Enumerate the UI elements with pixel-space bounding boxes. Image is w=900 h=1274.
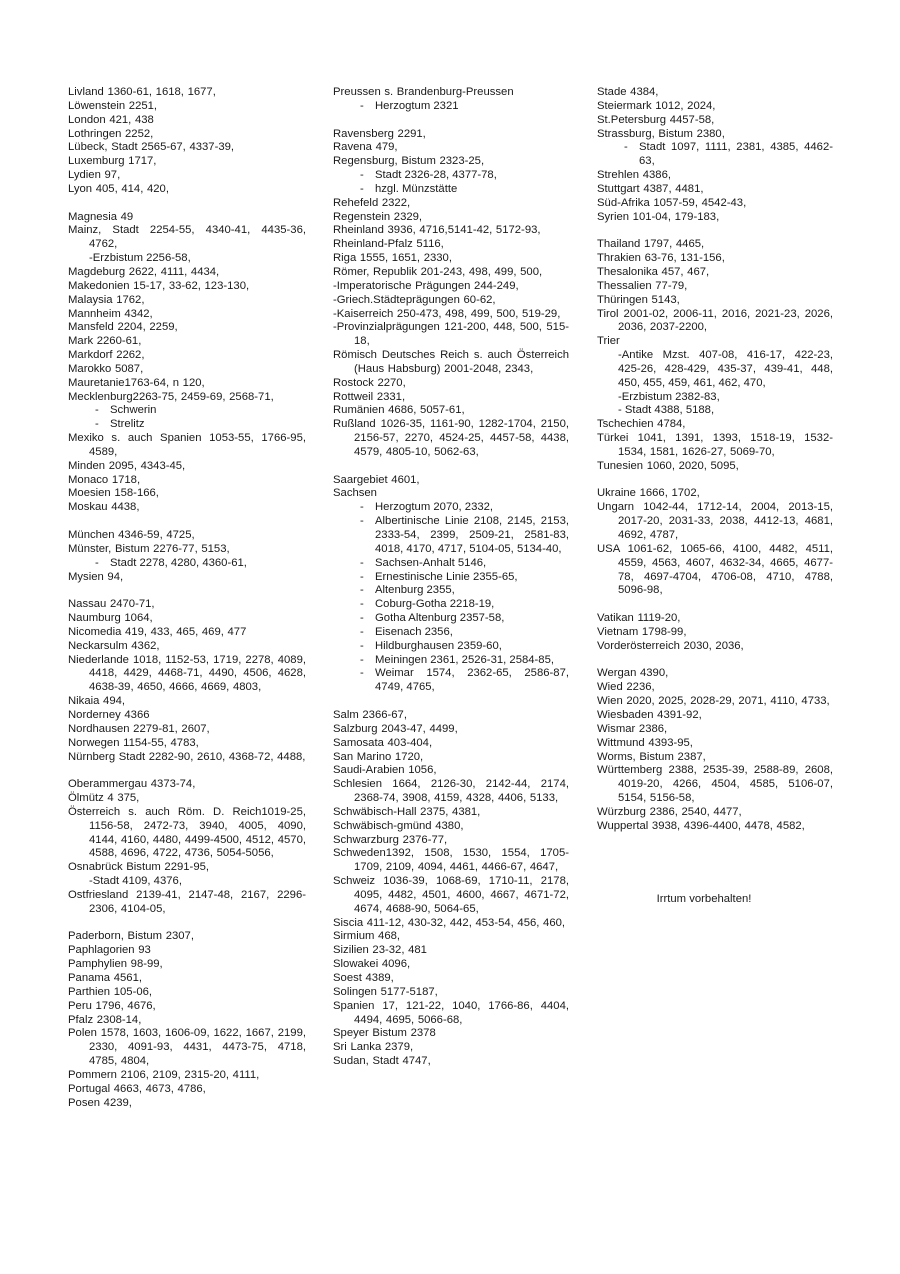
entry-spacer (68, 197, 306, 211)
index-entry: Stade 4384, (597, 86, 659, 98)
index-entry: Wien 2020, 2025, 2028-29, 2071, 4110, 4733, (597, 695, 830, 708)
index-entry: St.Petersburg 4457-58, (597, 113, 715, 126)
index-entry: Türkei 1041, 1391, 1393, 1518-19, 1532-1534, 1581, 1626-27, 5069-70, (597, 432, 833, 458)
index-entry: Rußland 1026-35, 1161-90, 1282-1704, 2150, 2156-57, 2270, 4524-25, 4457-58, 4438, 4579, 4805-10, 5062-63, (333, 418, 569, 458)
index-entry: Tirol 2001-02, 2006-11, 2016, 2021-23, 2026, 2036, 2037-2200, (597, 307, 833, 334)
index-entry: Sudan, Stadt 4747, (333, 1055, 431, 1068)
index-entry: Pamphylien 98-99, (68, 958, 163, 971)
index-entry: Norwegen 1154-55, 4783, (68, 736, 199, 749)
index-entry: Preussen s. Brandenburg-Preussen (333, 86, 514, 98)
index-entry: Tschechien 4784, (597, 418, 686, 431)
index-entry: Spanien 17, 121-22, 1040, 1766-86, 4404, 4494, 4695, 5066-68, (333, 999, 569, 1026)
index-entry: Wismar 2386, (597, 722, 668, 735)
index-entry: Neckarsulm 4362, (68, 639, 160, 652)
index-entry: Ungarn 1042-44, 1712-14, 2004, 2013-15, 2017-20, 2031-33, 2038, 4412-13, 4681, 4692, 4787, (597, 501, 833, 541)
index-entry: Malaysia 1762, (68, 293, 145, 306)
index-subentry: - Stadt 2326-28, 4377-78, (333, 169, 569, 183)
index-entry: Nicomedia 419, 433, 465, 469, 477 (68, 625, 247, 638)
entry-spacer (68, 584, 306, 598)
index-entry: Markdorf 2262, (68, 349, 145, 362)
index-entry: Löwenstein 2251, (68, 99, 158, 112)
index-entry: Sirmium 468, (333, 930, 401, 943)
index-subentry: - Herzogtum 2070, 2332, (333, 501, 569, 515)
index-column-1 (68, 86, 306, 1110)
index-subentry: - Weimar 1574, 2362-65, 2586-87, 4749, 4765, (333, 667, 569, 695)
index-entry: Mannheim 4342, (68, 307, 153, 320)
index-entry: Schwäbisch-gmünd 4380, (333, 819, 464, 832)
index-entry: Münster, Bistum 2276-77, 5153, (68, 542, 230, 555)
index-entry: Oberammergau 4373-74, (68, 778, 196, 791)
index-entry: Schwäbisch-Hall 2375, 4381, (333, 805, 481, 818)
index-entry: Lydien 97, (68, 169, 121, 182)
index-entry: Paphlagorien 93 (68, 944, 151, 957)
index-entry: Moesien 158-166, (68, 487, 159, 500)
index-entry: Wuppertal 3938, 4396-4400, 4478, 4582, (597, 819, 805, 832)
index-entry: Sri Lanka 2379, (333, 1041, 414, 1054)
disclaimer-note: Irrtum vorbehalten! (656, 893, 752, 905)
index-entry: Vorderösterreich 2030, 2036, (597, 639, 744, 652)
index-entry: Solingen 5177-5187, (333, 985, 438, 998)
index-entry: Posen 4239, (68, 1096, 132, 1109)
index-entry: Osnabrück Bistum 2291-95, (68, 861, 210, 874)
index-entry: Luxemburg 1717, (68, 155, 157, 168)
index-entry: Saudi-Arabien 1056, (333, 764, 437, 777)
index-entry: Makedonien 15-17, 33-62, 123-130, (68, 279, 250, 292)
index-column-3 (597, 86, 833, 834)
index-subentry: - Sachsen-Anhalt 5146, (333, 557, 569, 571)
index-subentry: - Gotha Altenburg 2357-58, (333, 612, 569, 626)
index-entry: Salm 2366-67, (333, 708, 407, 721)
index-entry: Wittmund 4393-95, (597, 736, 693, 749)
index-entry: Süd-Afrika 1057-59, 4542-43, (597, 196, 747, 209)
index-entry: Regensburg, Bistum 2323-25, (333, 155, 485, 168)
entry-spacer (597, 474, 833, 488)
index-entry: Riga 1555, 1651, 2330, (333, 252, 452, 265)
index-entry: Mauretanie1763-64, n 120, (68, 376, 205, 389)
index-subentry: - Stadt 2278, 4280, 4360-61, (68, 557, 306, 571)
index-entry: Thrakien 63-76, 131-156, (597, 252, 725, 265)
index-entry: Wied 2236, (597, 681, 655, 694)
index-entry: München 4346-59, 4725, (68, 529, 195, 541)
index-entry: Ostfriesland 2139-41, 2147-48, 2167, 2296-2306, 4104-05, (68, 888, 306, 915)
index-entry: Rheinland-Pfalz 5116, (333, 238, 444, 251)
index-entry: USA 1061-62, 1065-66, 4100, 4482, 4511, 4559, 4563, 4607, 4632-34, 4665, 4677-78, 4697-4704, 4706-08, 4710, 4788, 5096-98, (597, 542, 833, 597)
index-subentry: - Albertinische Linie 2108, 2145, 2153, 2333-54, 2399, 2509-21, 2581-83, 4018, 4170, 4717, 5104-05, 5134-40, (333, 515, 569, 557)
index-entry: Soest 4389, (333, 972, 394, 984)
index-entry: Moskau 4438, (68, 501, 140, 514)
index-entry: Monaco 1718, (68, 473, 141, 486)
index-entry: Mansfeld 2204, 2259, (68, 321, 178, 334)
index-entry: Polen 1578, 1603, 1606-09, 1622, 1667, 2199, 2330, 4091-93, 4431, 4473-75, 4718, 4785, 4804, (68, 1027, 306, 1068)
index-entry: Syrien 101-04, 179-183, (597, 210, 720, 223)
index-entry: -Kaiserreich 250-473, 498, 499, 500, 519-29, (333, 307, 561, 320)
index-entry: Ravensberg 2291, (333, 127, 426, 140)
index-entry: Siscia 411-12, 430-32, 442, 453-54, 456, 460, (333, 916, 566, 929)
index-entry: Rehefeld 2322, (333, 196, 411, 209)
index-entry: -Provinzialprägungen 121-200, 448, 500, 515-18, (333, 321, 569, 348)
index-entry: Strehlen 4386, (597, 169, 671, 182)
index-subentry: - Eisenach 2356, (333, 626, 569, 640)
index-entry: Thailand 1797, 4465, (597, 238, 705, 251)
index-entry: Sachsen (333, 487, 377, 500)
index-entry: Ölmütz 4 375, (68, 792, 140, 805)
index-entry: Salzburg 2043-47, 4499, (333, 722, 458, 735)
index-entry: Steiermark 1012, 2024, (597, 99, 716, 112)
index-subentry: - Strelitz (68, 418, 306, 432)
entry-spacer (333, 114, 569, 128)
index-entry: Lothringen 2252, (68, 127, 154, 140)
index-subentry: -Stadt 4109, 4376, (89, 875, 182, 888)
entry-spacer (68, 764, 306, 778)
index-entry: London 421, 438 (68, 113, 154, 126)
index-subentry: - Altenburg 2355, (333, 584, 569, 598)
index-entry: Regenstein 2329, (333, 210, 423, 223)
index-entry: Mainz, Stadt 2254-55, 4340-41, 4435-36, 4762, (68, 224, 306, 251)
index-entry: Schlesien 1664, 2126-30, 2142-44, 2174, 2368-74, 3908, 4159, 4328, 4406, 5133, (333, 778, 569, 805)
index-entry: Österreich s. auch Röm. D. Reich1019-25, 1156-58, 2472-73, 3940, 4005, 4090, 4144, 4160, 4480, 4499-4500, 4512, 4570, 4588, 4696, 4722, 4736, 5054-5056, (68, 805, 306, 860)
index-subentry: - hzgl. Münzstätte (333, 183, 569, 197)
index-entry: Römisch Deutsches Reich s. auch Österreich (Haus Habsburg) 2001-2048, 2343, (333, 349, 569, 375)
index-entry: Portugal 4663, 4673, 4786, (68, 1082, 206, 1095)
index-column-2 (333, 86, 569, 1069)
index-entry: Stuttgart 4387, 4481, (597, 182, 704, 195)
index-entry: Schwarzburg 2376-77, (333, 833, 448, 846)
index-entry: Vatikan 1119-20, (597, 612, 681, 625)
index-subentry: - Stadt 4388, 5188, (618, 404, 715, 417)
index-entry: Naumburg 1064, (68, 612, 153, 625)
index-entry: Württemberg 2388, 2535-39, 2588-89, 2608, 4019-20, 4266, 4504, 4585, 5106-07, 5154, 5156-58, (597, 764, 833, 805)
index-entry: Rheinland 3936, 4716,5141-42, 5172-93, (333, 224, 541, 237)
index-entry: Speyer Bistum 2378 (333, 1027, 436, 1040)
index-entry: Pommern 2106, 2109, 2315-20, 4111, (68, 1068, 260, 1081)
index-subentry: - Herzogtum 2321 (333, 100, 569, 114)
entry-spacer (597, 224, 833, 238)
index-entry: Rottweil 2331, (333, 390, 406, 403)
entry-spacer (597, 598, 833, 612)
index-subentry: -Antike Mzst. 407-08, 416-17, 422-23, 425-26, 428-429, 435-37, 439-41, 448, 450, 455, 459, 461, 462, 470, (618, 349, 833, 389)
index-entry: Rostock 2270, (333, 376, 406, 389)
entry-spacer (68, 515, 306, 529)
index-entry: Lübeck, Stadt 2565-67, 4337-39, (68, 141, 235, 154)
index-entry: Peru 1796, 4676, (68, 999, 156, 1012)
index-entry: Norderney 4366 (68, 708, 150, 721)
index-entry: Tunesien 1060, 2020, 5095, (597, 459, 739, 472)
index-entry: Mexiko s. auch Spanien 1053-55, 1766-95, 4589, (68, 432, 306, 458)
entry-spacer (333, 695, 569, 709)
index-entry: Thesalonika 457, 467, (597, 265, 710, 278)
index-entry: Paderborn, Bistum 2307, (68, 930, 194, 943)
index-entry: Nassau 2470-71, (68, 598, 155, 611)
index-entry: Lyon 405, 414, 420, (68, 182, 169, 195)
index-subentry: - Stadt 1097, 1111, 2381, 4385, 4462-63, (597, 141, 833, 169)
index-entry: Wergan 4390, (597, 667, 669, 680)
entry-spacer (68, 917, 306, 931)
index-entry: Worms, Bistum 2387, (597, 750, 706, 763)
index-entry: Strassburg, Bistum 2380, (597, 127, 725, 140)
index-entry: Schweden1392, 1508, 1530, 1554, 1705-1709, 2109, 4094, 4461, 4466-67, 4647, (333, 847, 569, 874)
index-subentry: -Erzbistum 2382-83, (618, 390, 720, 403)
index-entry: Niederlande 1018, 1152-53, 1719, 2278, 4089, 4418, 4429, 4468-71, 4490, 4506, 4628, 4638-39, 4650, 4666, 4669, 4803, (68, 653, 306, 694)
index-entry: Magnesia 49 (68, 210, 134, 223)
index-subentry: - Coburg-Gotha 2218-19, (333, 598, 569, 612)
index-entry: Ukraine 1666, 1702, (597, 487, 700, 500)
index-entry: Nordhausen 2279-81, 2607, (68, 722, 210, 735)
index-entry: Wiesbaden 4391-92, (597, 708, 702, 721)
index-entry: San Marino 1720, (333, 750, 424, 763)
index-entry: Mecklenburg2263-75, 2459-69, 2568-71, (68, 390, 274, 403)
index-entry: Römer, Republik 201-243, 498, 499, 500, (333, 265, 543, 278)
index-entry: Pfalz 2308-14, (68, 1013, 142, 1026)
index-entry: Ravena 479, (333, 141, 398, 154)
index-subentry: - Schwerin (68, 404, 306, 418)
index-entry: Schweiz 1036-39, 1068-69, 1710-11, 2178, 4095, 4482, 4501, 4600, 4667, 4671-72, 4674, 4688-90, 5064-65, (333, 875, 569, 915)
index-entry: Marokko 5087, (68, 362, 144, 375)
index-entry: Nürnberg Stadt 2282-90, 2610, 4368-72, 4488, (68, 750, 306, 763)
index-entry: Minden 2095, 4343-45, (68, 459, 186, 472)
index-entry: Mark 2260-61, (68, 335, 142, 348)
index-entry: Thessalien 77-79, (597, 279, 688, 292)
index-entry: Rumänien 4686, 5057-61, (333, 404, 465, 417)
index-entry: Samosata 403-404, (333, 736, 433, 749)
index-entry: Mysien 94, (68, 570, 124, 583)
index-subentry: - Hildburghausen 2359-60, (333, 640, 569, 654)
index-entry: -Griech.Städteprägungen 60-62, (333, 293, 496, 306)
index-entry: Vietnam 1798-99, (597, 625, 687, 638)
index-entry: Nikaia 494, (68, 695, 126, 708)
index-entry: Panama 4561, (68, 972, 142, 984)
index-subentry: - Meiningen 2361, 2526-31, 2584-85, (333, 654, 569, 668)
index-entry: Würzburg 2386, 2540, 4477, (597, 805, 742, 818)
index-subentry: -Erzbistum 2256-58, (89, 252, 191, 265)
index-entry: Magdeburg 2622, 4111, 4434, (68, 265, 220, 278)
index-entry: -Imperatorische Prägungen 244-249, (333, 279, 519, 292)
entry-spacer (597, 654, 833, 668)
index-entry: Parthien 105-06, (68, 985, 153, 998)
entry-spacer (333, 460, 569, 474)
index-entry: Saargebiet 4601, (333, 473, 420, 486)
index-subentry: - Ernestinische Linie 2355-65, (333, 571, 569, 585)
index-entry: Trier (597, 335, 620, 348)
index-entry: Sizilien 23-32, 481 (333, 944, 427, 957)
index-entry: Slowakei 4096, (333, 958, 411, 971)
index-entry: Thüringen 5143, (597, 293, 680, 306)
index-entry: Livland 1360-61, 1618, 1677, (68, 86, 216, 98)
